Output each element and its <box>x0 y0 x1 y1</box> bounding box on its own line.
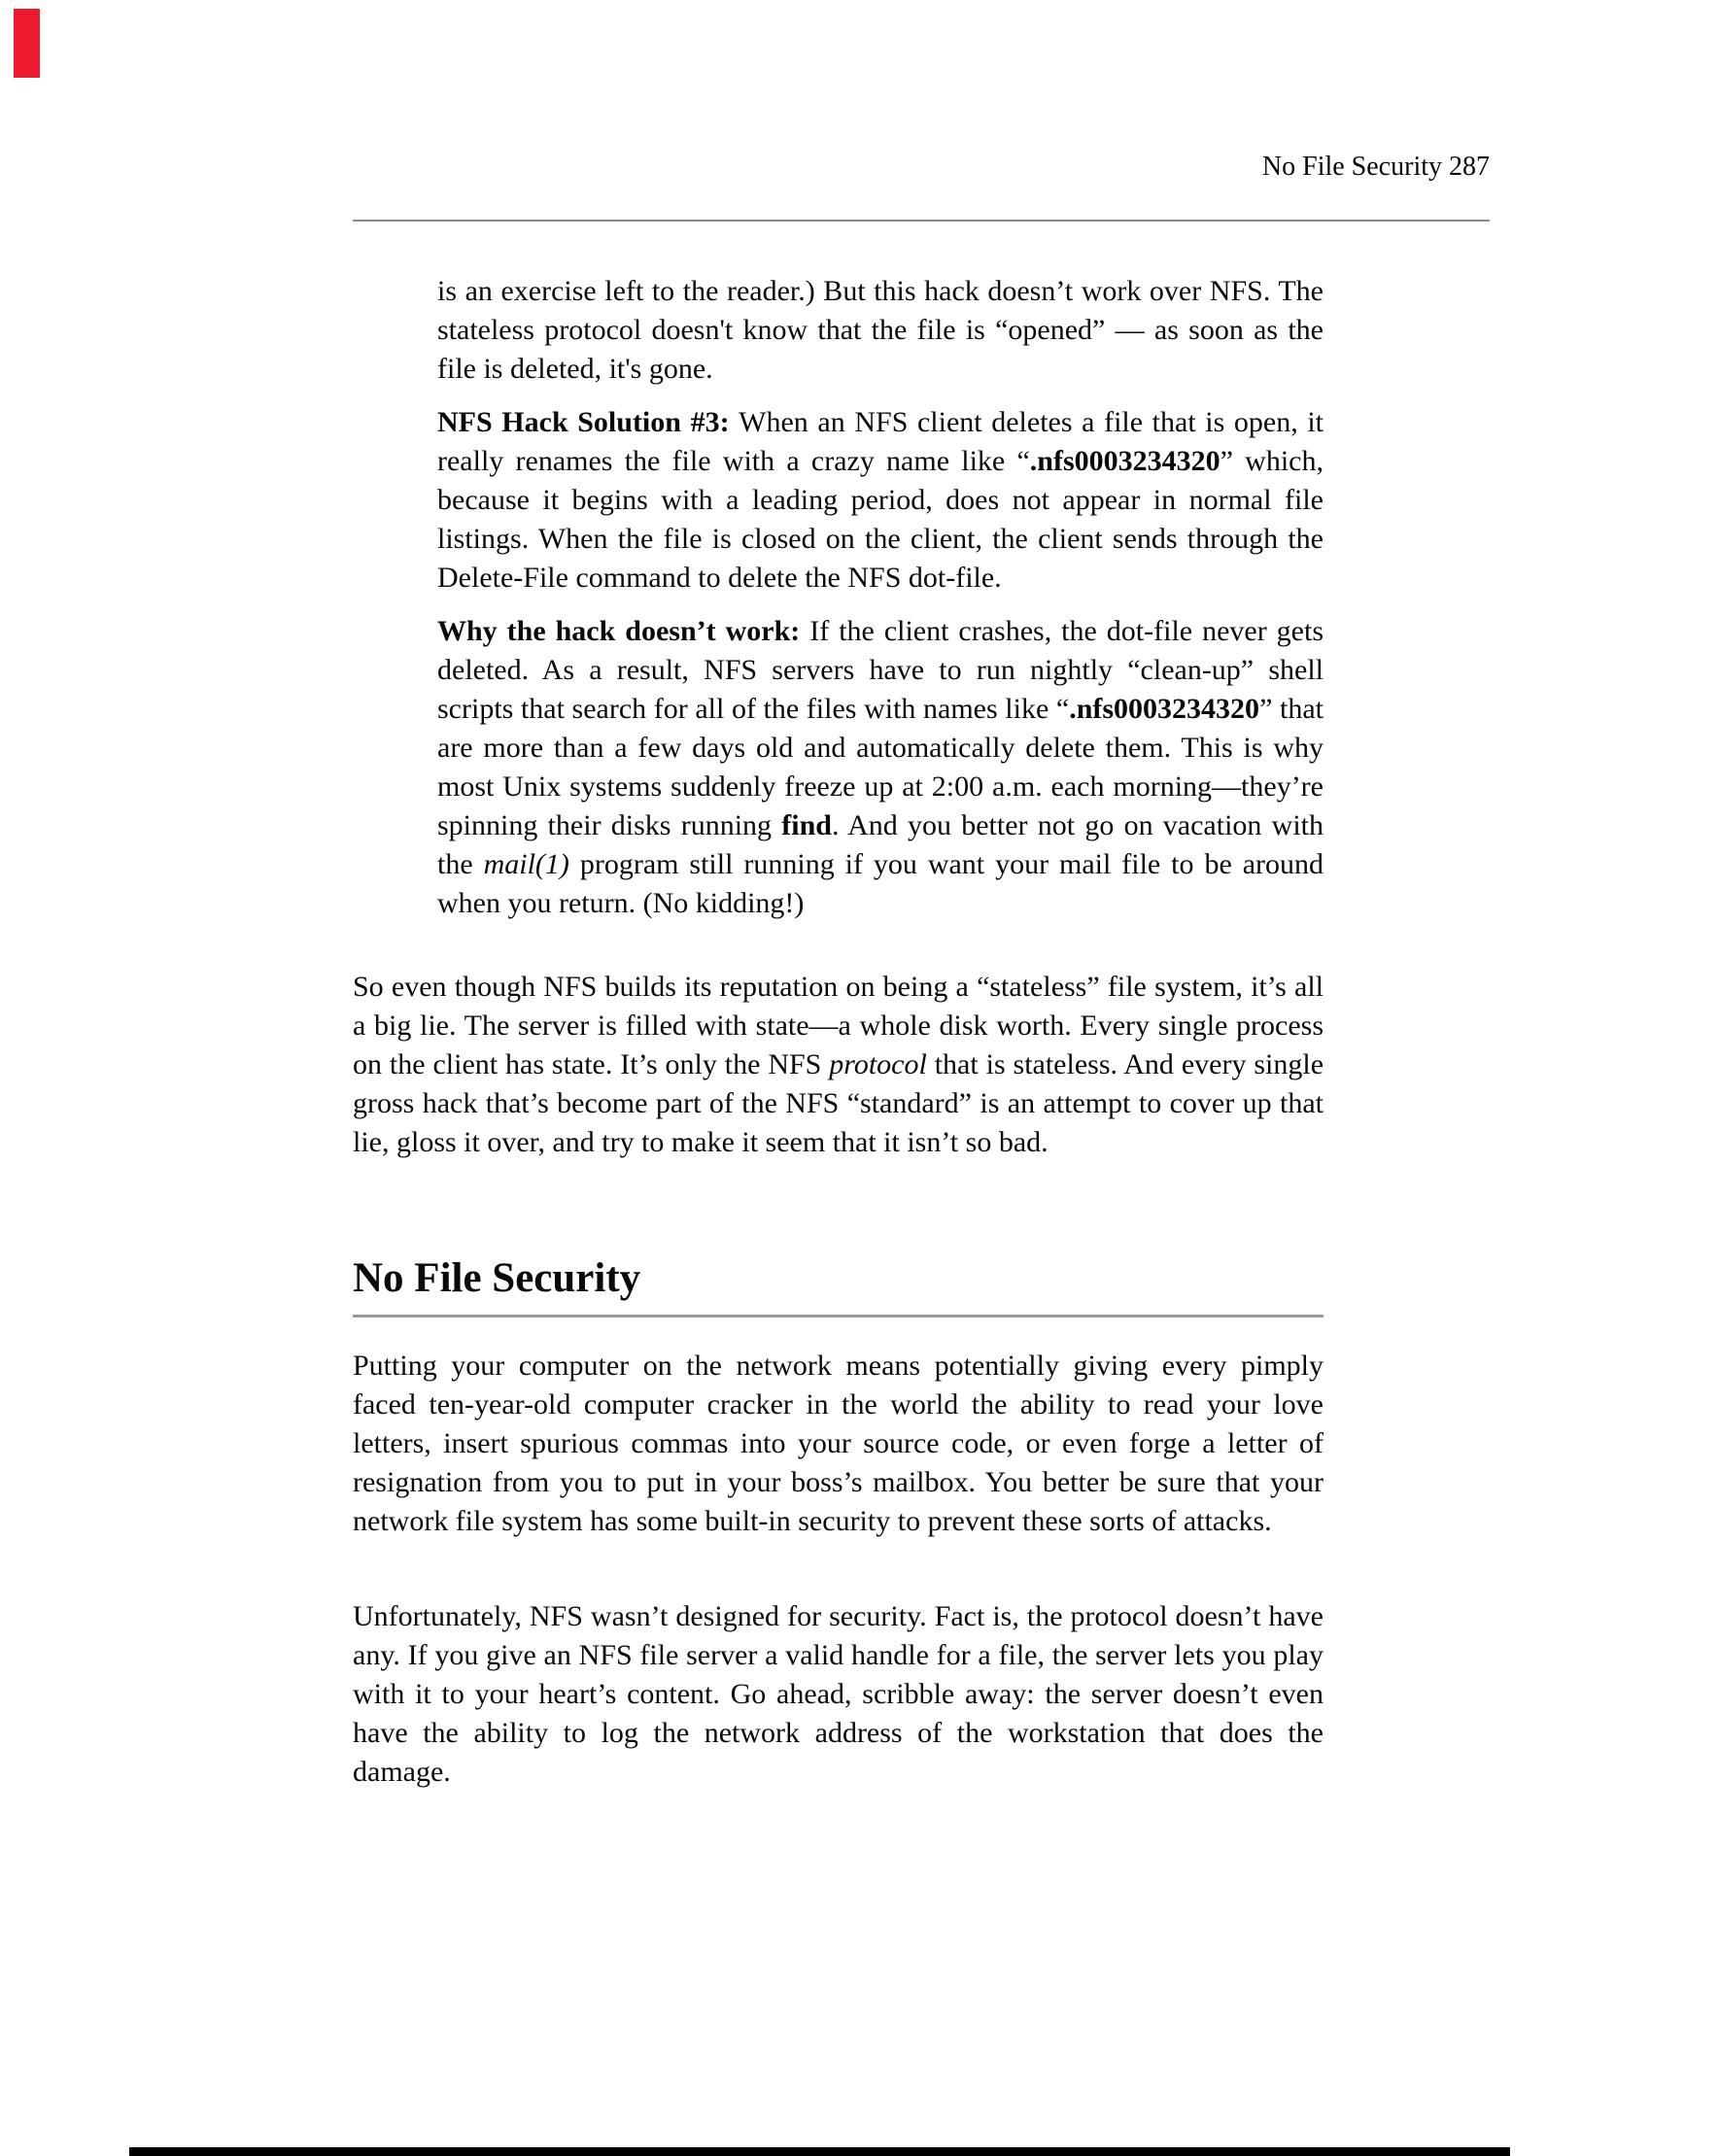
paragraph-why-hack-doesnt-work: Why the hack doesn’t work: If the client crashes, the dot-file never gets deleted. As a result, NFS servers have to run nightly “clean-up” shell scripts that search for all of the files with names like “.nfs0003234320” that are more than a few days old and automatically delete them. This is why most Unix systems suddenly freeze up at 2:00 a.m. each morning—they’re spinning their disks running find. And you better not go on vacation with the mail(1) program still running if you want your mail file to be around when you return. (No kidding!) <box>437 615 1324 919</box>
paragraph-hack-intro: is an exercise left to the reader.) But this hack doesn’t work over NFS. The stateless protocol doesn't know that the file is “opened” — as soon as the file is deleted, it's gone. <box>437 275 1324 385</box>
paragraph-putting-computer-on-network: Putting your computer on the network means potentially giving every pimply faced ten-year-old computer cracker in the world the ability to read your love letters, insert spurious commas into your source code, or even forge a letter of resignation from you to put in your boss’s mailbox. You better be sure that your network file system has some built-in security to prevent these sorts of attacks. <box>353 1350 1324 1537</box>
running-head: No File Security 287 <box>1261 152 1490 182</box>
paragraph-nfs-hack-solution-3: NFS Hack Solution #3: When an NFS client deletes a file that is open, it really renames the file with a crazy name like “.nfs0003234320” which, because it begins with a leading period, does not appear in normal file listings. When the file is closed on the client, the client sends through the Delete-File command to delete the NFS dot-file. <box>437 406 1324 594</box>
paragraph-nfs-not-designed-for-security: Unfortunately, NFS wasn’t designed for security. Fact is, the protocol doesn’t have any. If you give an NFS file server a valid handle for a file, the server lets you play with it to your heart’s content. Go ahead, scribble away: the server doesn’t even have the ability to log the network address of the workstation that does the damage. <box>353 1600 1324 1788</box>
indented-hack-block <box>437 272 1324 923</box>
section-heading-no-file-security: No File Security <box>353 1255 1324 1318</box>
text-column <box>353 272 1324 1792</box>
red-margin-mark <box>14 9 40 78</box>
scan-edge-bar <box>129 2147 1510 2156</box>
running-head-rule <box>353 220 1490 222</box>
paragraph-stateless-lie: So even though NFS builds its reputation on being a “stateless” file system, it’s all a big lie. The server is filled with state—a whole disk worth. Every single process on the client has state. It’s only the NFS protocol that is stateless. And every single gross hack that’s become part of the NFS “standard” is an attempt to cover up that lie, gloss it over, and try to make it seem that it isn’t so bad. <box>353 971 1324 1158</box>
